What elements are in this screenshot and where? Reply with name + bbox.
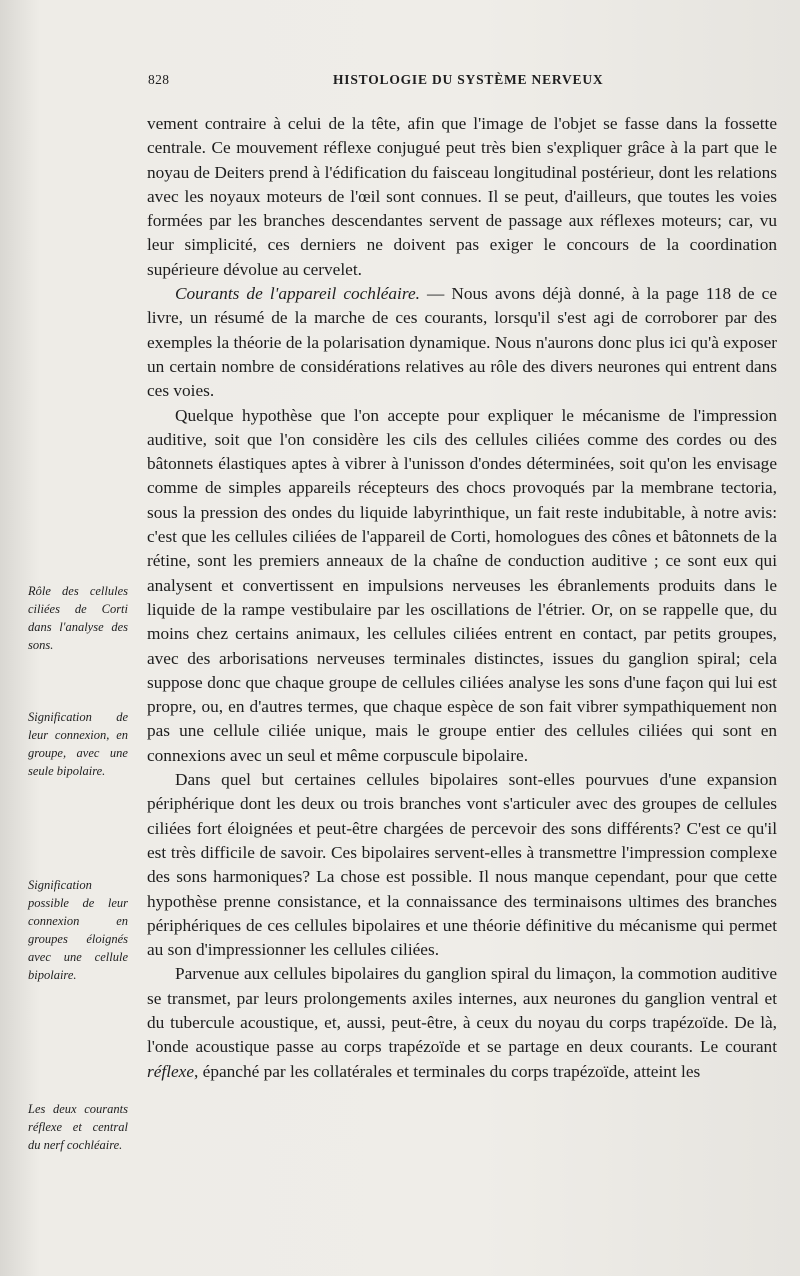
paragraph-5-start: Parvenue aux cellules bipolaires du ganglion spiral du limaçon, la commotion auditive se transmet, par leurs prolongements axiles internes, aux neurones du ganglion ventral et du tubercule acoustique, et, aussi, peut-être, à ceux du noyau du corps trapézoïde. De là, l'onde acoustique passe au corps trapézoïde et se partage en deux courants. Le courant bbox=[147, 964, 777, 1057]
paragraph-5 bbox=[147, 962, 777, 1083]
margin-note-signification-possible: Signification possible de leur connexion en groupes éloignés avec une cellule bipolaire. bbox=[28, 878, 128, 982]
emphasis-reflexe: réflexe bbox=[147, 1061, 195, 1081]
page-number: 828 bbox=[148, 72, 170, 87]
margin-note-role: Rôle des cellules ciliées de Corti dans l'analyse des sons. bbox=[28, 584, 128, 652]
running-head bbox=[148, 72, 760, 92]
paragraph-2 bbox=[147, 282, 777, 403]
paragraph-2-text: — Nous avons déjà donné, à la page 118 de ce livre, un résumé de la marche de ces courants, lorsqu'il s'est agi de corroborer par des exemples la théorie de la polarisation dynamique. Nous n'aurons donc plus ici qu'à exposer un certain nombre de considérations relatives au rôle des divers neurones qui entrent dans ces voies. bbox=[147, 284, 777, 401]
body-text bbox=[147, 112, 777, 1084]
margin-note-deux-courants: Les deux courants réflexe et central du nerf cochléaire. bbox=[28, 1102, 128, 1152]
paragraph-1: vement contraire à celui de la tête, afin que l'image de l'objet se fasse dans la fossette centrale. Ce mouvement réflexe conjugué peut très bien s'expliquer grâce à la part que le noyau de Deiters prend à l'édification du faisceau longitudinal postérieur, dont les relations avec les noyaux moteurs de l'œil sont connues. Il se peut, d'ailleurs, que toutes les voies formées par les branches descendantes servent de passage aux réflexes moteurs; car, vu leur simplicité, ces derniers ne doivent pas exiger le concours de la coordination supérieure dévolue au cervelet. bbox=[147, 114, 777, 279]
paragraph-5-end: , épanché par les collatérales et terminales du corps trapézoïde, atteint les bbox=[194, 1061, 701, 1081]
paragraph-4: Dans quel but certaines cellules bipolaires sont-elles pourvues d'une expansion périphérique dont les deux ou trois branches vont s'articuler avec des groupes de cellules ciliées fort éloignées et peut-être chargées de percevoir des sons différents? C'est ce qu'il est très difficile de savoir. Ces bipolaires servent-elles à transmettre l'impression complexe des sons harmoniques? La chose est possible. Il nous manque cependant, pour que cette hypothèse prenne consistance, et la connaissance des terminaisons ultimes des branches périphériques de ces cellules bipolaires et une théorie définitive du mécanisme qui permet au son d'impressionner les cellules ciliées. bbox=[147, 770, 777, 960]
margin-note-signification: Signification de leur connexion, en groupe, avec une seule bipolaire. bbox=[28, 710, 128, 778]
section-heading: Courants de l'appareil cochléaire. bbox=[175, 284, 420, 304]
running-title: HISTOLOGIE DU SYSTÈME NERVEUX bbox=[333, 72, 604, 87]
paragraph-3: Quelque hypothèse que l'on accepte pour expliquer le mécanisme de l'impression auditive, soit que l'on considère les cils des cellules ciliées comme des cordes ou des bâtonnets élastiques aptes à vibrer à l'unisson d'ondes déterminées, soit qu'on les envisage comme de simples appareils récepteurs des chocs provoqués par la membrane tectoria, sous la pression des ondes du liquide labyrinthique, un fait reste indubitable, à notre avis: c'est que les cellules ciliées de l'appareil de Corti, homologues des cônes et bâtonnets de la rétine, sont les premiers anneaux de la chaîne de conduction auditive ; ce sont eux qui analysent et convertissent en impulsions nerveuses les ébranlements produits dans le liquide de la rampe vestibulaire par les oscillations de l'étrier. Or, on se rappelle que, du moins chez certains animaux, les cellules ciliées entrent en contact, par petits groupes, avec des arborisations nerveuses terminales distinctes, issues du ganglion spiral; cela suppose donc que chaque groupe de cellules ciliées analyse les sons d'une façon qui lui est propre, ou, en d'autres termes, que chaque espèce de son fait vibrer sympathiquement non pas une cellule ciliée unique, mais le groupe entier des cellules ciliées qui sont en connexions avec un seul et même corpuscule bipolaire. bbox=[147, 405, 777, 765]
